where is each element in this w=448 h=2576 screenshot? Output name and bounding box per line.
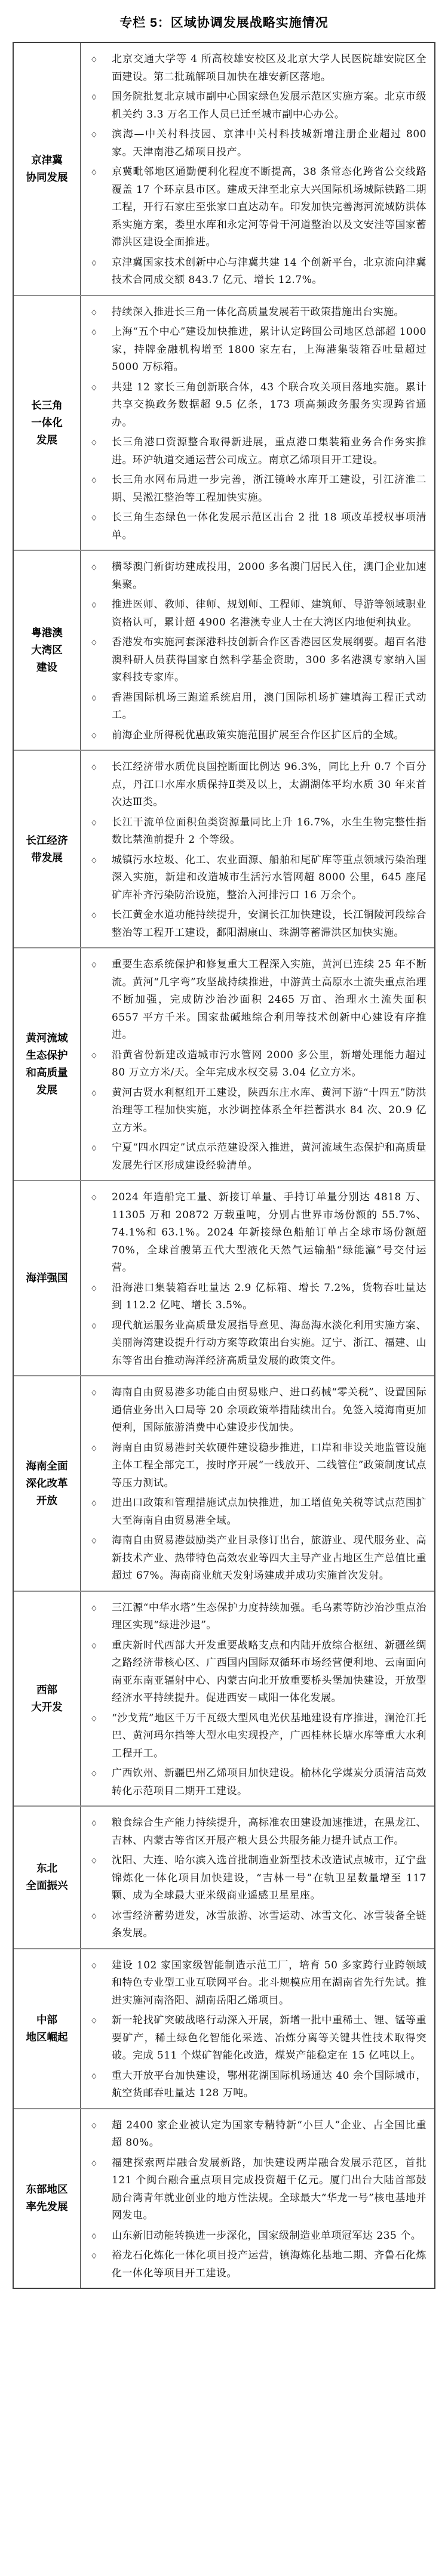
bullet-text: 进出口政策和管理措施试点加快推进，加工增值免关税等试点范围扩大至海南自由贸易港全域。 — [112, 1497, 426, 1527]
row-label — [14, 551, 81, 750]
table-row — [14, 947, 434, 1180]
row-label — [14, 1376, 81, 1591]
diamond-bullet-icon: ◇ — [91, 855, 97, 865]
bullet-item — [90, 2117, 426, 2152]
row-label-line: 发展 — [36, 1084, 57, 1096]
bullet-item — [90, 509, 426, 544]
row-label-line: 西部 — [36, 1683, 57, 1696]
diamond-bullet-icon: ◇ — [91, 93, 97, 101]
strategy-table — [13, 42, 435, 2289]
bullet-item — [90, 1957, 426, 2010]
table-row — [14, 43, 434, 295]
bullet-item — [90, 2155, 426, 2225]
row-content — [81, 1181, 434, 1375]
table-row — [14, 1375, 434, 1591]
diamond-bullet-icon: ◇ — [91, 1961, 97, 1970]
diamond-bullet-icon: ◇ — [91, 600, 97, 609]
bullet-text: 沈阳、大连、哈尔滨入选首批制造业新型技术改造试点城市，辽宁盘锦炼化一体化项目加快建设，“吉林一号”在轨卫星数量增至 117 颗、成为全球最大亚米级商业遥感卫星星座。 — [112, 1854, 426, 1902]
bullet-text: 黄河古贤水利枢纽开工建设，陕西东庄水库、黄河下游“十四五”防洪治理等工程加快实施，水沙调控体系全年拦蓄洪水 84 次、20.9 亿立方米。 — [112, 1086, 426, 1134]
diamond-bullet-icon: ◇ — [91, 1819, 97, 1828]
row-label — [14, 1181, 81, 1375]
row-label-line: 和高质量 — [26, 1067, 68, 1079]
bullet-item — [90, 304, 426, 322]
bullet-item — [90, 596, 426, 631]
row-label — [14, 2109, 81, 2288]
row-label-line: 长江经济 — [26, 834, 68, 846]
row-content — [81, 2109, 434, 2288]
diamond-bullet-icon: ◇ — [91, 2251, 97, 2260]
row-label-line: 长三角 — [31, 399, 63, 411]
bullet-text: 山东新旧动能转换进一步深化，国家级制造业单项冠军达 235 个。 — [112, 2229, 422, 2242]
bullet-item — [90, 559, 426, 594]
diamond-bullet-icon: ◇ — [91, 1536, 97, 1545]
bullet-text: “沙戈荒”地区千万千瓦级大型风电光伏基地建设有序推进，澜沧江托巴、黄河玛尔挡等大型水电实现投产，广西桂林长塘水库等重大水利工程开工。 — [112, 1712, 426, 1760]
row-label-line: 地区崛起 — [26, 2030, 68, 2043]
bullet-item — [90, 1600, 426, 1635]
bullet-item — [90, 759, 426, 812]
diamond-bullet-icon: ◇ — [91, 1321, 97, 1330]
bullet-text: 前海企业所得税优惠政策实施范围扩展至合作区扩区后的全域。 — [112, 729, 404, 741]
bullet-text: 长三角港口资源整合取得新进展，重点港口集装箱业务合作务实推进。环沪轨道交通运营公司成立。南京乙烯项目开工建设。 — [112, 436, 426, 466]
row-label — [14, 1592, 81, 1806]
diamond-bullet-icon: ◇ — [91, 2016, 97, 2025]
bullet-item — [90, 2247, 426, 2282]
bullet-text: 国务院批复北京城市副中心国家绿色发展示范区实施方案。北京市级机关约 3.3 万名工作人员已迁至城市副中心办公。 — [112, 91, 426, 121]
bullet-text: 冰雪经济蓄势迸发，冰雪旅游、冰雪运动、冰雪文化、冰雪装备全链条发展。 — [112, 1909, 426, 1939]
diamond-bullet-icon: ◇ — [91, 1641, 97, 1650]
diamond-bullet-icon: ◇ — [91, 1193, 97, 1202]
diamond-bullet-icon: ◇ — [91, 731, 97, 740]
bullet-item — [90, 1047, 426, 1082]
diamond-bullet-icon: ◇ — [91, 383, 97, 392]
row-label-line: 发展 — [36, 433, 57, 446]
bullet-text: 北京交通大学等 4 所高校雄安校区及北京大学人民医院雄安院区全面建设。第二批疏解项目加快在雄安新区落地。 — [112, 53, 426, 83]
bullet-text: 上海“五个中心”建设加快推进，累计认定跨国公司地区总部超 1000 家，持牌金融机构增至 1800 家左右，上海港集装箱吞吐量超过 5000 万标箱。 — [112, 326, 426, 373]
bullet-text: 重庆新时代西部大开发重要战略支点和内陆开放综合枢纽、新疆丝绸之路经济带核心区、广西国内国际双循环市场经营便利地、云南面向南亚东南亚辐射中心、内蒙古向北开放重要桥头堡加快建设，开放型经济水平持续提升。促进西安－咸阳一体化发展。 — [112, 1639, 426, 1704]
row-label-line: 东北 — [36, 1862, 57, 1875]
row-content — [81, 1949, 434, 2108]
bullet-text: 长江干流单位面积鱼类资源量同比上升 16.7%，水生生物完整性指数比禁渔前提升 2 个等级。 — [112, 816, 426, 846]
diamond-bullet-icon: ◇ — [91, 55, 97, 64]
row-label-line: 黄河流域 — [26, 1032, 68, 1044]
row-label-line: 带发展 — [31, 851, 63, 864]
bullet-item — [90, 1814, 426, 1850]
bullet-item — [90, 1317, 426, 1370]
table-row — [14, 1948, 434, 2108]
diamond-bullet-icon: ◇ — [91, 1283, 97, 1293]
bullet-text: 超 2400 家企业被认定为国家专精特新“小巨人”企业、占全国比重超 80%。 — [112, 2119, 426, 2149]
row-content — [81, 296, 434, 550]
bullet-text: 重大开放平台加快建设，鄂州花湖国际机场通达 40 余个国际城市，航空货邮吞吐量达 128 万吨。 — [112, 2069, 426, 2099]
bullet-text: 京冀毗邻地区通勤便利化程度不断提高，38 条常态化跨省公交线路覆盖 17 个环京县市区。建成天津至北京大兴国际机场城际铁路二期工程，开行石家庄至张家口直达动车。印发加快完善海河流域防洪体系实施方案，娄里水库和永定河等骨干河道整治以及文安洼等国家蓄滞洪区建设全面推进。 — [112, 166, 426, 248]
diamond-bullet-icon: ◇ — [91, 438, 97, 447]
row-label-line: 海南全面 — [26, 1459, 68, 1472]
bullet-item — [90, 1765, 426, 1800]
bullet-text: 长江黄金水道功能持续提升，安澜长江加快建设，长江铜陵河段综合整治等工程开工建设，鄱阳湖康山、珠湖等蓄滞洪区加快实施。 — [112, 909, 426, 939]
bullet-text: 重要生态系统保护和修复重大工程深入实施，黄河已连续 25 年不断流。黄河“几字弯”攻坚战持续推进，中游黄土高原水土流失重点治理不断加强，完成防沙治沙面积 2465 万亩、治理水土流失面积 6557 平方千米。国家盐碱地综合利用等技术创新中心建设有序推进。 — [112, 959, 426, 1041]
bullet-item — [90, 472, 426, 507]
diamond-bullet-icon: ◇ — [91, 2121, 97, 2130]
bullet-text: 香港国际机场三跑道系统启用，澳门国际机场扩建填海工程正式动工。 — [112, 691, 426, 721]
row-label-line: 大湾区 — [31, 644, 63, 656]
bullet-item — [90, 907, 426, 942]
bullet-text: 福建探索两岸融合发展新路，加快建设两岸融合发展示范区，首批 121 个闽台融合重点项目完成投资超千亿元。厦门出台大陆首部鼓励台湾青年就业创业的地方性法规。全球最大“华龙一号”核电基地并网发电。 — [112, 2156, 426, 2221]
diamond-bullet-icon: ◇ — [91, 476, 97, 485]
diamond-bullet-icon: ◇ — [91, 960, 97, 969]
bullet-item — [90, 126, 426, 161]
bullet-text: 海南自由贸易港封关软硬件建设稳步推进，口岸和非设关地监管设施主体工程全部完工，按时序开展“一线放开、二线管住”政策制度试点等压力测试。 — [112, 1441, 426, 1489]
row-label-line: 深化改革 — [26, 1477, 68, 1489]
bullet-text: 建设 102 家国家级智能制造示范工厂，培育 50 多家跨行业跨领域和特色专业型工业互联网平台。北斗规模应用在湖南省先行先试。推进实施河南洛阳、湖南岳阳乙烯项目。 — [112, 1959, 426, 2007]
bullet-text: 长三角水网布局进一步完善，浙江镜岭水库开工建设，引江济淮二期、吴淞江整治等工程加快实施。 — [112, 474, 426, 504]
row-label-line: 中部 — [36, 2013, 57, 2026]
row-label — [14, 751, 81, 947]
bullet-item — [90, 689, 426, 725]
table-row — [14, 750, 434, 947]
diamond-bullet-icon: ◇ — [91, 130, 97, 139]
diamond-bullet-icon: ◇ — [91, 168, 97, 177]
bullet-text: 宁夏“四水四定”试点示范建设深入推进，黄河流域生态保护和高质量发展先行区形成建设经验清单。 — [112, 1142, 426, 1172]
table-row — [14, 2108, 434, 2288]
row-content — [81, 551, 434, 750]
diamond-bullet-icon: ◇ — [91, 2071, 97, 2081]
bullet-item — [90, 1189, 426, 1277]
bullet-item — [90, 2067, 426, 2103]
bullet-text: 沿海港口集装箱吞吐量达 2.9 亿标箱、增长 7.2%，货物吞吐量达到 112.2 亿吨、增长 3.5%。 — [112, 1281, 426, 1311]
bullet-text: 城镇污水垃圾、化工、农业面源、船舶和尾矿库等重点领域污染治理深入实施，新建和改造城市生活污水管网超 8000 公里，645 座尾矿库补齐污染防治设施，整治入河排污口 16 万余个。 — [112, 853, 426, 901]
bullet-text: 滨海—中关村科技园、京津中关村科技城新增注册企业超过 800 家。天津南港乙烯项目投产。 — [112, 128, 426, 158]
row-label — [14, 1949, 81, 2108]
row-label-line: 海洋强国 — [26, 1272, 68, 1284]
bullet-item — [90, 164, 426, 252]
bullet-item — [90, 2227, 426, 2245]
bullet-text: 新一轮找矿突破战略行动深入开展，新增一批中重稀土、锂、锰等重要矿产，稀土绿色化智能化采选、冶炼分离等关键共性技术取得突破。完成 511 个煤矿智能化改造，煤炭产能稳定在 15 亿吨以上。 — [112, 2014, 426, 2062]
diamond-bullet-icon: ◇ — [91, 763, 97, 772]
bullet-item — [90, 254, 426, 289]
diamond-bullet-icon: ◇ — [91, 307, 97, 317]
row-label-line: 建设 — [36, 661, 57, 673]
row-label-line: 大开发 — [31, 1700, 63, 1713]
bullet-item — [90, 1637, 426, 1708]
bullet-text: 沿黄省份新建改造城市污水管网 2000 多公里，新增处理能力超过 80 万立方米/天。全年完成水权交易 3.04 亿立方米。 — [112, 1049, 426, 1079]
row-content — [81, 1592, 434, 1806]
row-label-line: 开放 — [36, 1494, 57, 1506]
bullet-text: 共建 12 家长三角创新联合体，43 个联合攻关项目落地实施。累计共享交换政务数据超 9.5 亿条，173 项高频政务服务实现跨省通办。 — [112, 381, 426, 429]
bullet-item — [90, 1384, 426, 1437]
bullet-item — [90, 1908, 426, 1943]
bullet-text: 海南自由贸易港多功能自由贸易账户、进口药械“零关税”、设置国际通信业务出入口局等 20 余项政策举措陆续出台。免签入境海南更加便利，国际旅游消费中心建设步伐加快。 — [112, 1386, 426, 1434]
row-label-line: 全面振兴 — [26, 1879, 68, 1892]
bullet-text: 京津冀国家技术创新中心与津冀共建 14 个创新平台，北京流向津冀技术合同成交额 843.7 亿元、增长 12.7%。 — [112, 256, 426, 286]
row-label-line: 率先发展 — [26, 2201, 68, 2213]
bullet-item — [90, 1852, 426, 1905]
bullet-text: 长江经济带水质优良国控断面比例达 96.3%，同比上升 0.7 个百分点，丹江口水库水质保持Ⅱ类及以上，太湖湖体平均水质 30 年来首次达Ⅲ类。 — [112, 761, 426, 808]
bullet-item — [90, 1139, 426, 1175]
row-content — [81, 751, 434, 947]
row-label — [14, 43, 81, 295]
bullet-item — [90, 323, 426, 377]
bullet-item — [90, 434, 426, 469]
diamond-bullet-icon: ◇ — [91, 2231, 97, 2241]
row-content — [81, 1807, 434, 1948]
row-label-line: 协同发展 — [26, 171, 68, 183]
diamond-bullet-icon: ◇ — [91, 1499, 97, 1508]
bullet-item — [90, 379, 426, 432]
bullet-text: 横琴澳门新街坊建成投用，2000 多名澳门居民入住，澳门企业加速集聚。 — [112, 561, 426, 591]
bullet-item — [90, 1084, 426, 1138]
diamond-bullet-icon: ◇ — [91, 1603, 97, 1613]
diamond-bullet-icon: ◇ — [91, 1714, 97, 1723]
bullet-item — [90, 2012, 426, 2065]
bullet-text: 裕龙石化炼化一体化项目投产运营，镇海炼化基地二期、齐鲁石化炼化一体化等项目开工建设。 — [112, 2250, 426, 2279]
diamond-bullet-icon: ◇ — [91, 2158, 97, 2168]
diamond-bullet-icon: ◇ — [91, 1388, 97, 1397]
diamond-bullet-icon: ◇ — [91, 1088, 97, 1098]
row-label-line: 生态保护 — [26, 1049, 68, 1061]
bullet-text: 海南自由贸易港鼓励类产业目录修订出台，旅游业、现代服务业、高新技术产业、热带特色高效农业等四大主导产业占地区生产总值比重超过 67%。海南商业航天发射场建成并成功实施首次发射。 — [112, 1534, 426, 1582]
row-content — [81, 948, 434, 1180]
bullet-item — [90, 956, 426, 1044]
diamond-bullet-icon: ◇ — [91, 1144, 97, 1153]
diamond-bullet-icon: ◇ — [91, 1911, 97, 1921]
bullet-item — [90, 634, 426, 687]
bullet-text: 长三角生态绿色一体化发展示范区出台 2 批 18 项改革授权事项清单。 — [112, 511, 426, 541]
bullet-item — [90, 727, 426, 745]
bullet-item — [90, 1532, 426, 1585]
table-row — [14, 295, 434, 550]
row-content — [81, 1376, 434, 1591]
table-row — [14, 1805, 434, 1948]
row-label-line: 粤港澳 — [31, 627, 63, 639]
bullet-text: 现代航运服务业高质量发展指导意见、海岛海水淡化利用实施方案、美丽海湾建设提升行动方案等政策出台实施。辽宁、浙江、福建、山东等省出台推动海洋经济高质量发展的政策文件。 — [112, 1319, 426, 1367]
diamond-bullet-icon: ◇ — [91, 563, 97, 572]
diamond-bullet-icon: ◇ — [91, 818, 97, 827]
table-row — [14, 550, 434, 750]
bullet-text: 粮食综合生产能力持续提升，高标准农田建设加速推进，在黑龙江、吉林、内蒙古等省区开展产粮大县公共服务能力提升试点工作。 — [112, 1817, 426, 1847]
row-label-line: 京津冀 — [31, 153, 63, 166]
bullet-text: 持续深入推进长三角一体化高质量发展若干政策措施出台实施。 — [112, 306, 404, 318]
bullet-item — [90, 1710, 426, 1763]
row-label — [14, 1807, 81, 1948]
bullet-item — [90, 814, 426, 849]
bullet-text: 推进医师、教师、律师、规划师、工程师、建筑师、导游等领域职业资格认可，累计超 4900 名港澳专业人士在大湾区内地便利执业。 — [112, 599, 426, 628]
diamond-bullet-icon: ◇ — [91, 1443, 97, 1453]
bullet-item — [90, 1280, 426, 1315]
table-row — [14, 1591, 434, 1806]
bullet-item — [90, 51, 426, 86]
bullet-item — [90, 1440, 426, 1493]
bullet-text: 广西钦州、新疆巴州乙烯项目加快建设。榆林化学煤炭分质清洁高效转化示范项目二期开工建设。 — [112, 1767, 426, 1797]
bullet-text: 香港发布实施河套深港科技创新合作区香港园区发展纲要。超百名港澳科研人员获得国家自然科学基金资助，300 多名港澳专家纳入国家科技专家库。 — [112, 636, 426, 683]
bullet-text: 三江源“中华水塔”生态保护力度持续加强。毛乌素等防沙治沙重点治理区实现“绿进沙退”。 — [112, 1601, 426, 1631]
diamond-bullet-icon: ◇ — [91, 911, 97, 920]
row-content — [81, 43, 434, 295]
diamond-bullet-icon: ◇ — [91, 258, 97, 267]
row-label-line: 一体化 — [31, 416, 63, 429]
bullet-item — [90, 88, 426, 124]
diamond-bullet-icon: ◇ — [91, 1050, 97, 1060]
table-row — [14, 1180, 434, 1375]
diamond-bullet-icon: ◇ — [91, 1769, 97, 1778]
diamond-bullet-icon: ◇ — [91, 693, 97, 702]
bullet-item — [90, 852, 426, 905]
diamond-bullet-icon: ◇ — [91, 638, 97, 647]
page-title: 专栏 5：区域协调发展战略实施情况 — [119, 16, 329, 30]
row-label — [14, 948, 81, 1180]
bullet-text: 2024 年造船完工量、新接订单量、手持订单量分别达 4818 万、11305 万和 20872 万载重吨，分别占世界市场份额的 55.7%、74.1%和 63.1%。2024 年新接绿色船舶订单占全球市场份额超 70%，全球首艘第五代大型液化天然气运输船“绿能瀛”号交付运营。 — [112, 1191, 426, 1274]
diamond-bullet-icon: ◇ — [91, 1856, 97, 1865]
row-label-line: 东部地区 — [26, 2183, 68, 2196]
diamond-bullet-icon: ◇ — [91, 328, 97, 337]
row-label — [14, 296, 81, 550]
diamond-bullet-icon: ◇ — [91, 513, 97, 522]
bullet-item — [90, 1495, 426, 1530]
